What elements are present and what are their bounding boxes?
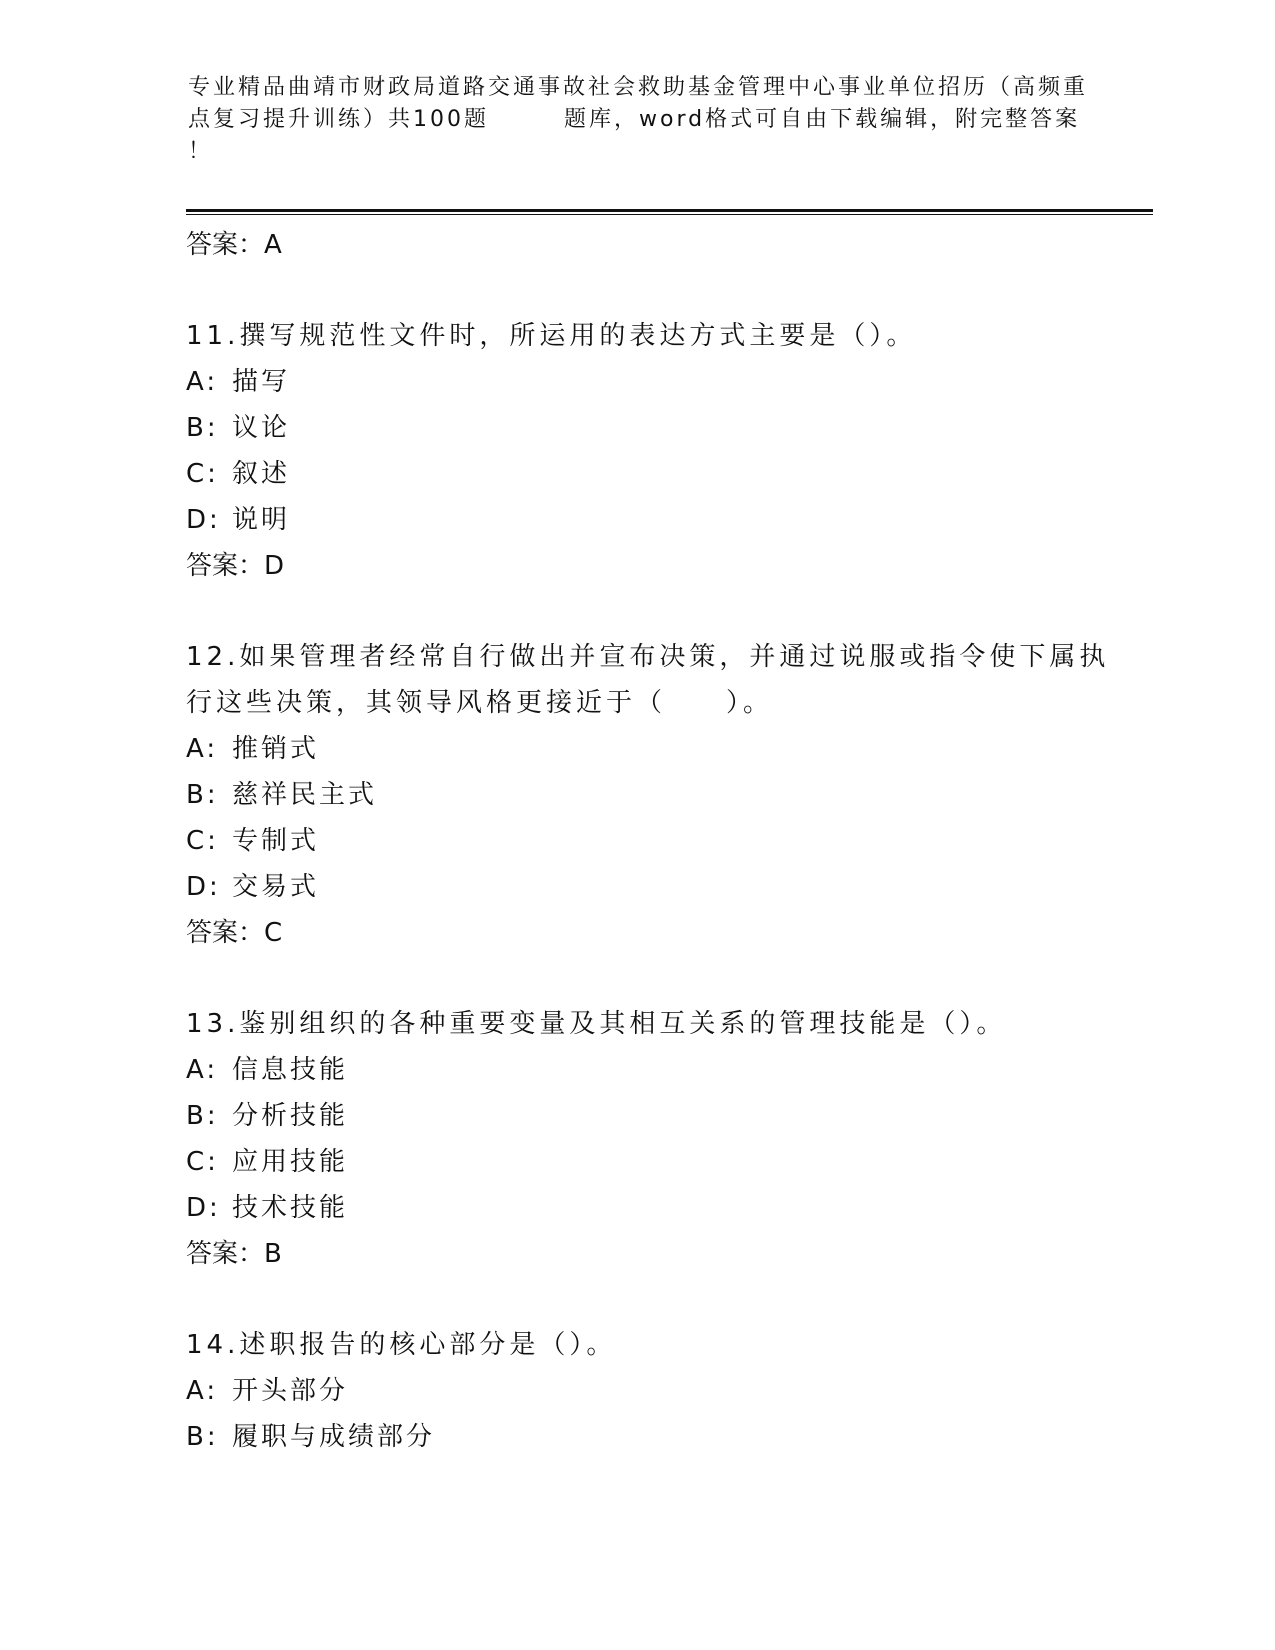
question-stem [186, 313, 1146, 359]
question-stem-line: 11.撰写规范性文件时，所运用的表达方式主要是（）。 [186, 321, 917, 351]
option-text: 分析技能 [232, 1101, 349, 1131]
option-text: 履职与成绩部分 [232, 1422, 436, 1452]
header-divider-thin [186, 214, 1153, 215]
option-letter: A: [186, 1376, 219, 1406]
document-header [188, 72, 1088, 168]
option-c [186, 451, 1146, 497]
header-line-2: 点复习提升训练）共100题 题库，word格式可自由下载编辑，附完整答案 [188, 107, 1081, 132]
option-d [186, 1185, 1146, 1231]
question-item [186, 1001, 1146, 1277]
option-text: 说明 [232, 505, 291, 535]
option-c [186, 1139, 1146, 1185]
question-stem [186, 1322, 1146, 1368]
option-letter: B: [186, 1422, 219, 1452]
question-item [186, 634, 1146, 956]
option-text: 叙述 [232, 459, 291, 489]
option-letter: A: [186, 367, 219, 397]
question-stem-line: 14.述职报告的核心部分是（）。 [186, 1330, 617, 1360]
option-letter: D: [186, 505, 221, 535]
answer-line: 答案：D [186, 551, 285, 581]
option-letter: A: [186, 1055, 219, 1085]
header-line-1: 专业精品曲靖市财政局道路交通事故社会救助基金管理中心事业单位招历（高频重 [188, 75, 1089, 100]
header-divider-thick [186, 209, 1153, 212]
question-item [186, 1322, 1146, 1460]
question-stem [186, 1001, 1146, 1047]
option-text: 信息技能 [232, 1055, 349, 1085]
question-stem-line: 行这些决策，其领导风格更接近于（ ）。 [186, 688, 774, 718]
option-letter: D: [186, 872, 221, 902]
option-a [186, 1047, 1146, 1093]
question-stem [186, 634, 1146, 726]
question-item [186, 313, 1146, 589]
answer-line: 答案：C [186, 918, 283, 948]
option-d [186, 864, 1146, 910]
header-line-3: ！ [188, 139, 214, 164]
option-text: 慈祥民主式 [232, 780, 378, 810]
option-d [186, 497, 1146, 543]
option-c [186, 818, 1146, 864]
option-letter: A: [186, 734, 219, 764]
question-list [186, 222, 1146, 1460]
option-a [186, 1368, 1146, 1414]
option-letter: B: [186, 1101, 219, 1131]
option-letter: B: [186, 780, 219, 810]
option-text: 交易式 [232, 872, 320, 902]
option-text: 技术技能 [232, 1193, 349, 1223]
option-text: 描写 [232, 367, 291, 397]
option-letter: C: [186, 826, 219, 856]
option-letter: C: [186, 459, 219, 489]
question-stem-line: 12.如果管理者经常自行做出并宣布决策，并通过说服或指令使下属执 [186, 642, 1110, 672]
answer-line: 答案：A [186, 230, 282, 260]
answer-line: 答案：B [186, 1239, 282, 1269]
option-text: 议论 [232, 413, 291, 443]
option-letter: D: [186, 1193, 221, 1223]
option-b [186, 405, 1146, 451]
option-letter: C: [186, 1147, 219, 1177]
option-b [186, 1414, 1146, 1460]
option-text: 推销式 [232, 734, 320, 764]
option-letter: B: [186, 413, 219, 443]
option-text: 开头部分 [232, 1376, 349, 1406]
option-a [186, 726, 1146, 772]
option-b [186, 772, 1146, 818]
option-text: 专制式 [232, 826, 320, 856]
option-text: 应用技能 [232, 1147, 349, 1177]
option-a [186, 359, 1146, 405]
question-stem-line: 13.鉴别组织的各种重要变量及其相互关系的管理技能是（）。 [186, 1009, 1007, 1039]
option-b [186, 1093, 1146, 1139]
